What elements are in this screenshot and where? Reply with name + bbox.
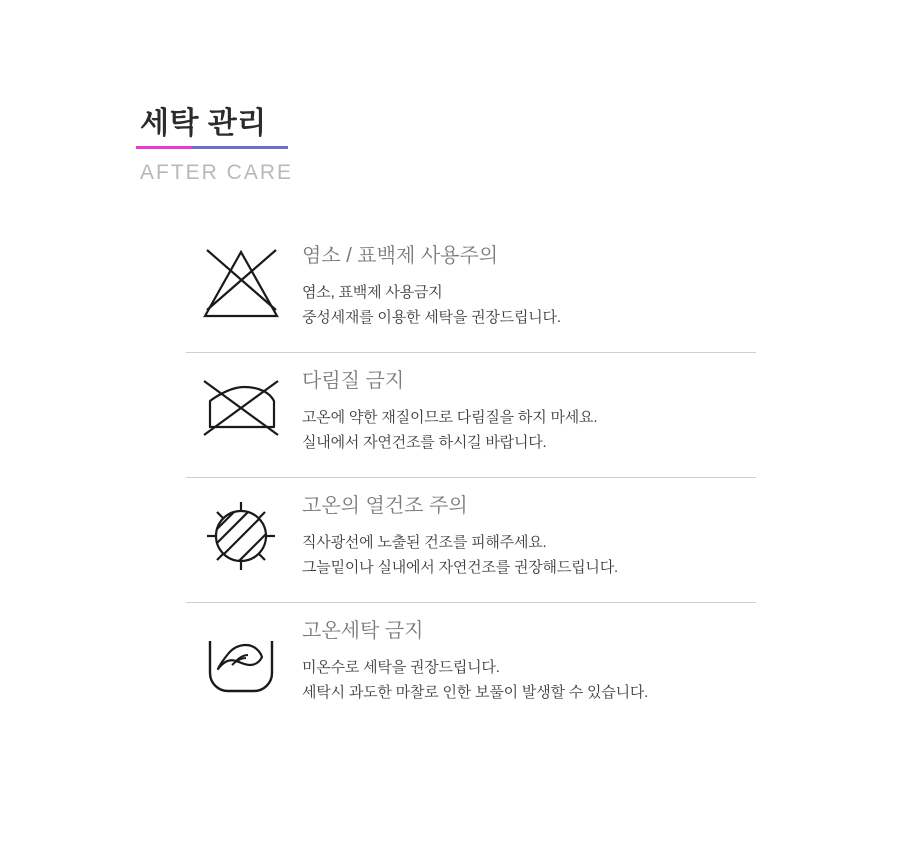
care-description-line: 미온수로 세탁을 권장드립니다.	[302, 659, 500, 676]
page-header	[136, 104, 436, 185]
care-description-line: 실내에서 자연건조를 하시길 바랍니다.	[302, 434, 547, 451]
care-title: 염소 / 표백제 사용주의	[302, 245, 499, 267]
care-text-block	[296, 367, 756, 455]
no-iron-icon	[186, 367, 296, 447]
care-description-line: 그늘밑이나 실내에서 자연건조를 권장해드립니다.	[302, 559, 618, 576]
hand-wash-basin-icon	[186, 617, 296, 701]
no-bleach-triangle-icon	[186, 242, 296, 322]
care-text-block	[296, 242, 756, 330]
care-instruction-list	[186, 228, 756, 727]
care-text-block	[296, 617, 756, 705]
page-title: 세탁 관리	[140, 107, 267, 140]
care-text-block	[296, 492, 756, 580]
care-description-line: 염소, 표백제 사용금지	[302, 284, 443, 301]
care-description-line: 직사광선에 노출된 건조를 피해주세요.	[302, 534, 547, 551]
title-underline-rule	[136, 146, 288, 149]
care-row	[186, 477, 756, 602]
care-title: 고온의 열건조 주의	[302, 495, 468, 517]
no-tumble-dry-sun-icon	[186, 492, 296, 576]
care-title: 고온세탁 금지	[302, 620, 424, 642]
care-row	[186, 602, 756, 727]
care-title: 다림질 금지	[302, 370, 405, 392]
care-row	[186, 228, 756, 352]
care-description-line: 고온에 약한 재질이므로 다림질을 하지 마세요.	[302, 409, 598, 426]
care-row	[186, 352, 756, 477]
care-description-line: 중성세재를 이용한 세탁을 권장드립니다.	[302, 309, 561, 326]
page-subtitle: AFTER CARE	[140, 161, 294, 184]
care-description-line: 세탁시 과도한 마찰로 인한 보풀이 발생할 수 있습니다.	[302, 684, 649, 701]
